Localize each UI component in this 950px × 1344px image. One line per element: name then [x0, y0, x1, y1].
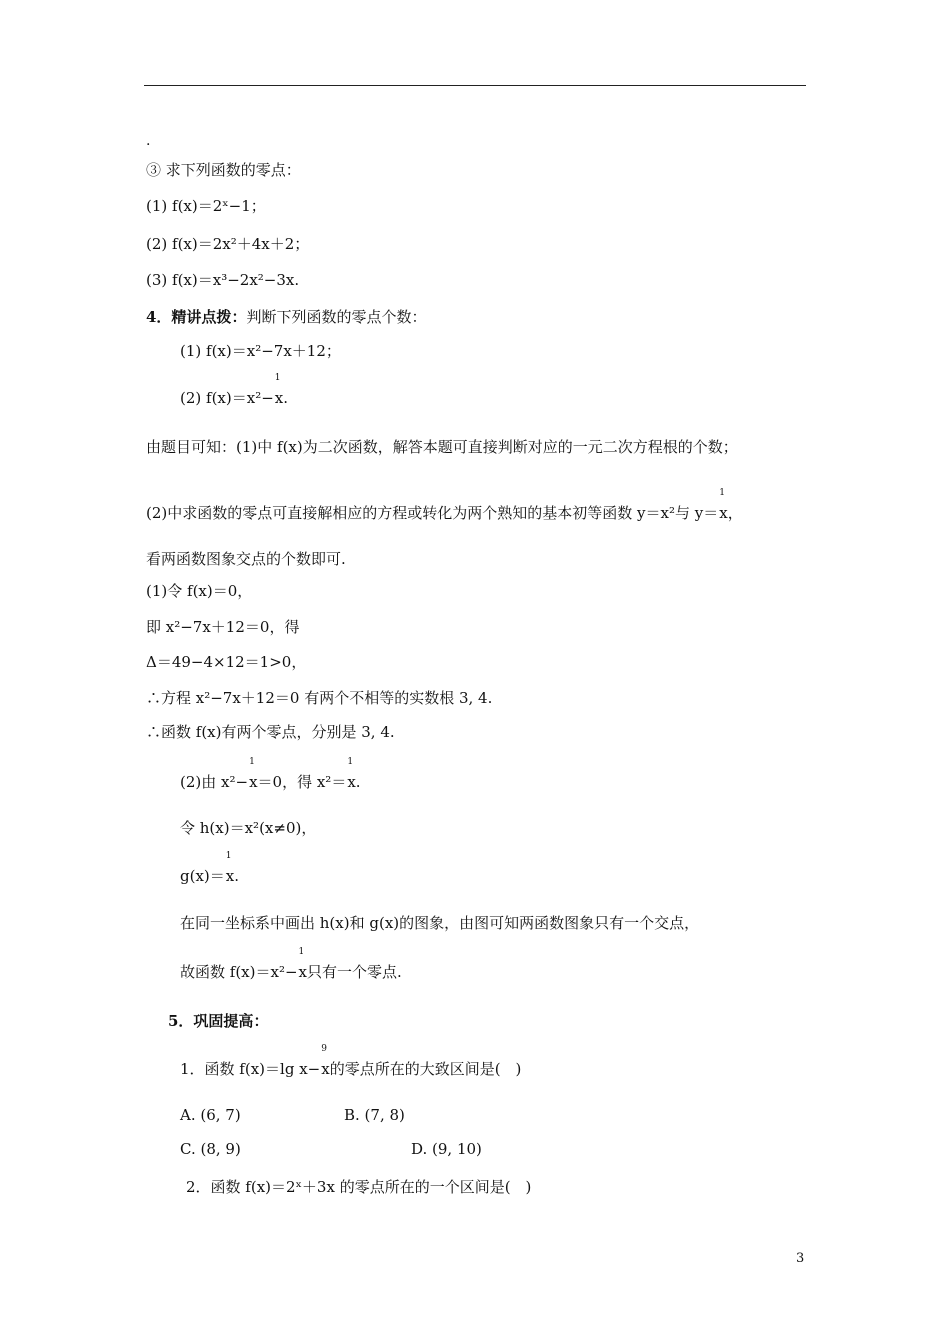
line-text: B. (7, 8)	[344, 1106, 405, 1124]
fraction	[718, 488, 728, 523]
line-text-tail: 只有一个零点.	[307, 963, 402, 981]
line-text: ∴方程 x²−7x＋12＝0 有两个不相等的实数根 3, 4.	[146, 689, 493, 707]
fraction	[346, 757, 356, 792]
line-text: 在同一坐标系中画出 h(x)和 g(x)的图象，由图可知两函数图象只有一个交点，	[180, 914, 700, 932]
fraction-numerator: 1	[274, 373, 281, 383]
text-line	[146, 196, 266, 216]
fraction	[248, 757, 258, 792]
line-text: C. (8, 9)	[180, 1140, 241, 1158]
fraction	[225, 851, 235, 886]
line-text: 看两函数图象交点的个数即可.	[146, 550, 346, 568]
header-dot: .	[146, 133, 151, 149]
text-line	[180, 913, 699, 933]
line-text: ③ 求下列函数的零点：	[146, 161, 301, 179]
fraction-numerator: 9	[321, 1044, 327, 1054]
fraction-denominator: x	[347, 773, 356, 791]
fraction-denominator: x	[274, 389, 284, 407]
text-line	[168, 1011, 268, 1031]
fraction-denominator: x	[719, 504, 728, 522]
line-text-tail: .	[234, 867, 240, 885]
text-line	[146, 549, 346, 569]
text-line	[146, 234, 309, 254]
line-text: (1)令 f(x)＝0，	[146, 582, 253, 600]
line-text: (2)中求函数的零点可直接解相应的方程或转化为两个熟知的基本初等函数 y＝x²与 y＝	[146, 504, 719, 522]
text-line	[180, 1139, 241, 1159]
line-text: 故函数 f(x)＝x²−	[180, 963, 298, 981]
text-line	[180, 341, 341, 361]
line-text: (2)由 x²−	[180, 773, 249, 791]
text-line	[344, 1105, 405, 1125]
text-line	[146, 307, 426, 327]
text-line	[146, 488, 743, 523]
line-text-tail: 的零点所在的大致区间是( )	[329, 1060, 522, 1078]
text-line	[146, 160, 301, 180]
fraction-denominator: x	[225, 867, 235, 885]
line-text: (2) f(x)＝2x²＋4x＋2；	[146, 235, 310, 253]
fraction-denominator: x	[321, 1060, 330, 1078]
line-text: 判断下列函数的零点个数：	[246, 308, 427, 326]
fraction	[320, 1044, 330, 1079]
fraction	[274, 373, 284, 408]
text-line	[180, 851, 240, 886]
section-heading: 5．巩固提高：	[168, 1012, 269, 1030]
fraction-numerator: 1	[249, 757, 255, 767]
text-line	[146, 581, 252, 601]
text-line	[146, 437, 738, 457]
line-text: D. (9, 10)	[411, 1140, 482, 1158]
line-text: (3) f(x)＝x³−2x²−3x.	[146, 271, 300, 289]
fraction-numerator: 1	[225, 851, 232, 861]
text-line	[180, 1044, 522, 1079]
line-text: (1) f(x)＝2ˣ−1；	[146, 197, 266, 215]
line-text: (2) f(x)＝x²−	[180, 389, 274, 407]
fraction-numerator: 1	[298, 947, 305, 957]
line-text: 由题目可知：(1)中 f(x)为二次函数，解答本题可直接判断对应的一元二次方程根的个数；	[146, 438, 738, 456]
text-line	[180, 757, 361, 792]
line-text: Δ＝49−4×12＝1>0，	[146, 653, 307, 671]
fraction-numerator: 1	[719, 488, 725, 498]
text-line	[146, 617, 299, 637]
fraction	[298, 947, 307, 982]
line-text: ∴函数 f(x)有两个零点，分别是 3, 4.	[146, 723, 395, 741]
text-line	[180, 1105, 241, 1125]
line-text-tail: .	[355, 773, 361, 791]
section-heading: 4．精讲点拨：	[146, 308, 247, 326]
text-line	[180, 373, 289, 408]
header-rule	[144, 85, 806, 86]
line-text: 令 h(x)＝x²(x≠0)，	[180, 819, 317, 837]
page-number: 3	[796, 1251, 805, 1266]
line-text-tail: ＝0，得 x²＝	[257, 773, 347, 791]
line-text-tail: .	[283, 389, 289, 407]
line-text: 2．函数 f(x)＝2ˣ＋3x 的零点所在的一个区间是( )	[186, 1178, 532, 1196]
text-line	[180, 947, 402, 982]
fraction-numerator: 1	[347, 757, 354, 767]
text-line	[146, 722, 395, 742]
line-text: A. (6, 7)	[180, 1106, 241, 1124]
text-line	[411, 1139, 482, 1159]
line-text-tail: ，	[727, 504, 743, 522]
line-text: 1．函数 f(x)＝lg x−	[180, 1060, 321, 1078]
text-line	[146, 688, 492, 708]
text-line	[146, 270, 299, 290]
line-text: (1) f(x)＝x²−7x＋12；	[180, 342, 341, 360]
text-line	[180, 818, 316, 838]
text-line	[186, 1177, 531, 1197]
line-text: g(x)＝	[180, 867, 225, 885]
text-line	[146, 652, 306, 672]
fraction-denominator: x	[298, 963, 307, 981]
line-text: 即 x²−7x＋12＝0，得	[146, 618, 300, 636]
fraction-denominator: x	[249, 773, 258, 791]
